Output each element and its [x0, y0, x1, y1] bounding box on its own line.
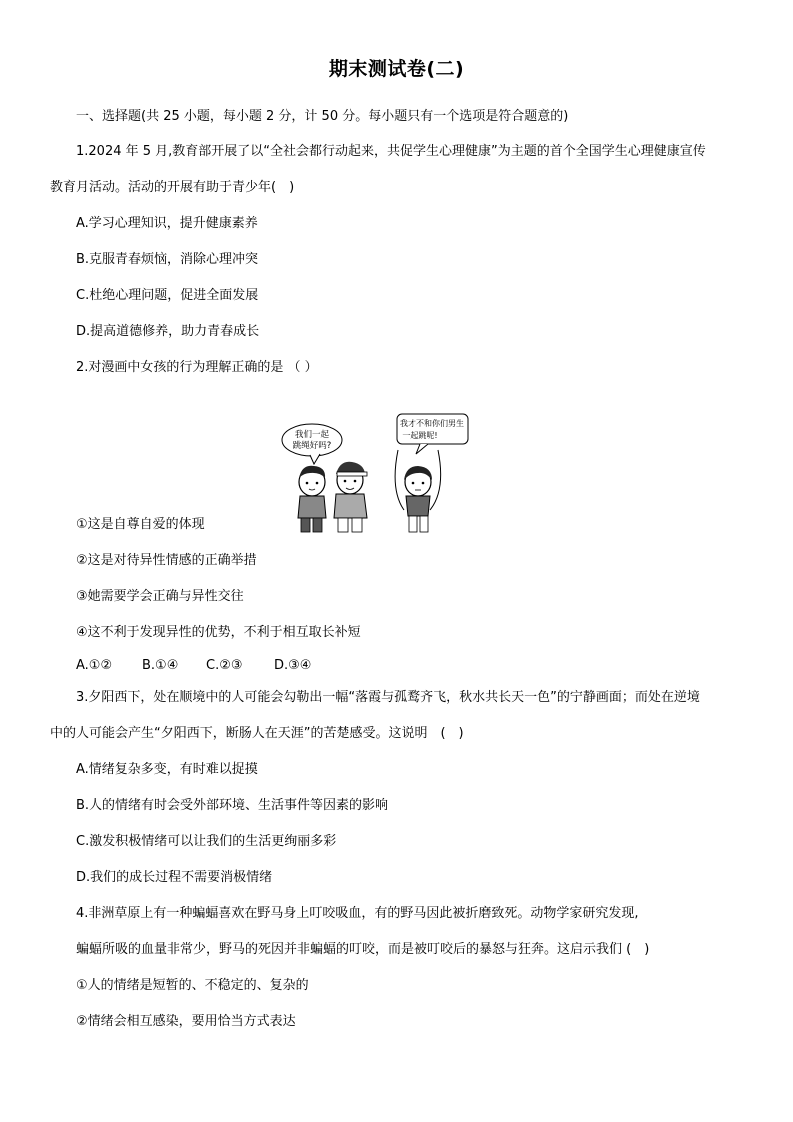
q2-choices — [76, 657, 311, 675]
boy-figure-left — [298, 466, 326, 532]
q4-item-2: ②情绪会相互感染，要用恰当方式表达 — [76, 1014, 296, 1029]
q1-stem-line1: 1.2024 年 5 月,教育部开展了以“全社会都行动起来，共促学生心理健康”为主题的首个全国学生心理健康宣传 — [76, 144, 706, 159]
q2-choice-c: C.②③ — [206, 658, 243, 673]
girl-figure-right — [395, 450, 441, 532]
q2-choice-a: A.①② — [76, 658, 113, 673]
q3-option-d: D.我们的成长过程不需要消极情绪 — [76, 870, 273, 885]
q2-item-4: ④这不利于发现异性的优势，不利于相互取长补短 — [76, 625, 361, 640]
section-heading: 一、选择题(共 25 小题，每小题 2 分，计 50 分。每小题只有一个选项是符合题意的) — [76, 109, 569, 124]
speech-bubble-left — [282, 424, 342, 456]
speech-bubble-left-line2: 跳绳好吗? — [292, 441, 332, 451]
boy-figure-middle — [334, 462, 367, 532]
q2-item-2: ②这是对待异性情感的正确举措 — [76, 553, 257, 568]
page-title: 期末测试卷(二) — [328, 58, 465, 80]
q4-stem-line2: 蝙蝠所吸的血量非常少，野马的死因并非蝙蝠的叮咬，而是被叮咬后的暴怒与狂奔。这启示我们 ( ) — [76, 942, 650, 957]
speech-bubble-right-line2: 一起跳呢! — [402, 431, 438, 440]
q3-option-b: B.人的情绪有时会受外部环境、生活事件等因素的影响 — [76, 798, 389, 813]
q2-item-3: ③她需要学会正确与异性交往 — [76, 589, 244, 604]
q2-item-1: ①这是自尊自爱的体现 — [76, 517, 205, 532]
q1-option-c: C.杜绝心理问题，促进全面发展 — [76, 288, 259, 303]
q1-option-b: B.克服青春烦恼，消除心理冲突 — [76, 252, 259, 267]
q3-option-c: C.激发积极情绪可以让我们的生活更绚丽多彩 — [76, 834, 337, 849]
q3-option-a: A.情绪复杂多变，有时难以捉摸 — [76, 762, 258, 777]
q2-choice-d: D.③④ — [274, 658, 312, 673]
comic-illustration — [280, 410, 470, 534]
q2-choice-b: B.①④ — [142, 658, 179, 673]
speech-bubble-left-line1: 我们一起 — [294, 430, 330, 440]
speech-bubble-right-line1: 我才不和你们男生 — [400, 419, 464, 428]
q4-stem-line1: 4.非洲草原上有一种蝙蝠喜欢在野马身上叮咬吸血，有的野马因此被折磨致死。动物学家研究发现, — [76, 906, 639, 921]
q1-option-a: A.学习心理知识，提升健康素养 — [76, 216, 258, 231]
q3-stem-line1: 3.夕阳西下，处在顺境中的人可能会勾勒出一幅“落霞与孤鹜齐飞，秋水共长天一色”的宁静画面；而处在逆境 — [76, 690, 700, 705]
q4-item-1: ①人的情绪是短暂的、不稳定的、复杂的 — [76, 978, 309, 993]
q1-option-d: D.提高道德修养，助力青春成长 — [76, 324, 260, 339]
q3-stem-line2: 中的人可能会产生“夕阳西下，断肠人在天涯”的苦楚感受。这说明 ( ) — [50, 726, 464, 741]
q2-stem: 2.对漫画中女孩的行为理解正确的是 （ ） — [76, 360, 318, 375]
q1-stem-line2: 教育月活动。活动的开展有助于青少年( ) — [50, 180, 295, 195]
